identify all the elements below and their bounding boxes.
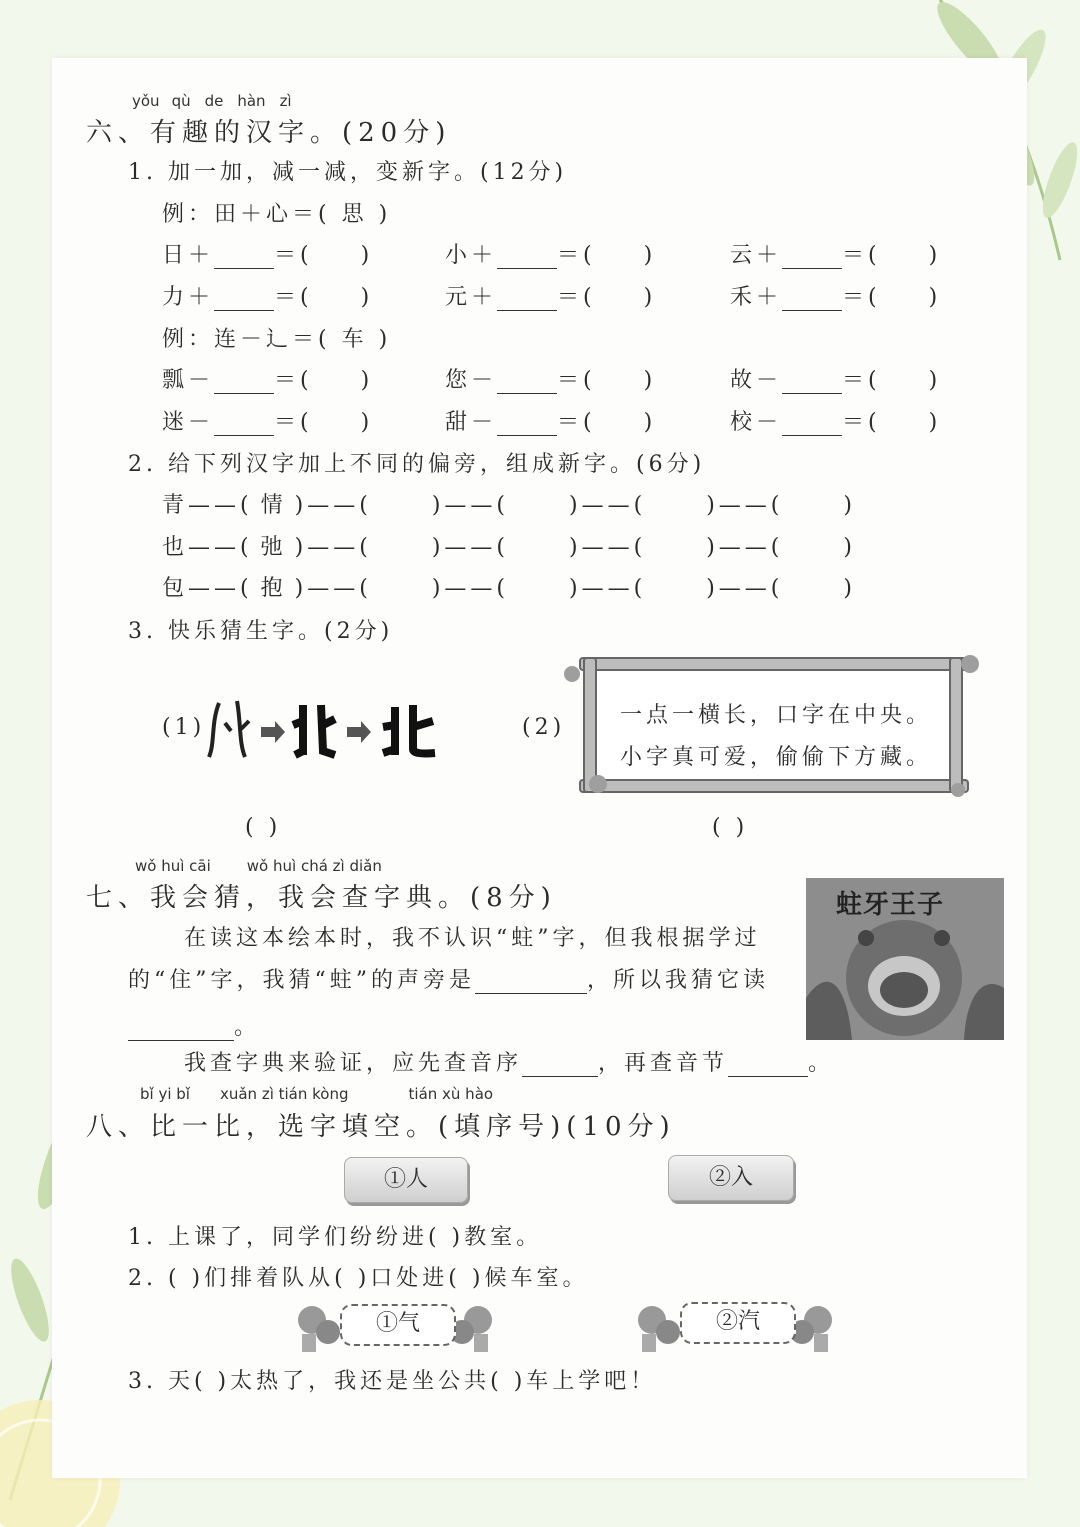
s6-q1-example2: 例：连－辶＝( 车 ) bbox=[162, 327, 392, 352]
answer-blank[interactable] bbox=[782, 246, 842, 269]
s7-line1: 在读这本绘本时，我不认识“蛀”字，但我根据学过 bbox=[184, 926, 761, 951]
answer-blank[interactable] bbox=[782, 288, 842, 311]
s6-add-row-2: 力＋ ＝( ) bbox=[162, 285, 374, 310]
answer-blank[interactable] bbox=[497, 288, 557, 311]
s6-sub-row-1c: 故－ ＝( ) bbox=[730, 368, 942, 393]
s6-pinyin: yǒu qù de hàn zì bbox=[132, 92, 292, 110]
answer-blank[interactable] bbox=[497, 371, 557, 394]
s6-q2-row: 也——( 弛 )——( )——( )——( )——( ) bbox=[162, 535, 856, 560]
answer-blank[interactable] bbox=[214, 413, 274, 436]
answer-blank[interactable] bbox=[497, 413, 557, 436]
s7-line4: 我查字典来验证，应先查音序 ，再查音节 。 bbox=[184, 1051, 835, 1076]
s6-sub-row-1: 瓢－ ＝( ) bbox=[162, 368, 374, 393]
option-cloud-qi-steam: ②汽 bbox=[680, 1302, 796, 1344]
s7-pinyin: wǒ huì cāi wǒ huì chá zì diǎn bbox=[135, 857, 382, 875]
s8-title: 八、比一比，选字填空。(填序号)(10分) bbox=[86, 1112, 676, 1142]
arrow-icon bbox=[261, 721, 285, 743]
answer-blank[interactable] bbox=[728, 1054, 808, 1077]
s8-q3: 3. 天( )太热了，我还是坐公共( )车上学吧！ bbox=[128, 1369, 657, 1394]
s6-sub-row-2c: 校－ ＝( ) bbox=[730, 410, 942, 435]
s6-add-row-2b: 元＋ ＝( ) bbox=[445, 285, 657, 310]
s8-pinyin: bǐ yi bǐ xuǎn zì tián kòng tián xù hào bbox=[140, 1085, 494, 1103]
answer-blank[interactable] bbox=[214, 246, 274, 269]
arrow-icon bbox=[347, 721, 371, 743]
s6-q3-p2-label: (2) bbox=[522, 715, 566, 740]
s6-q3-p1-label: (1) bbox=[162, 715, 206, 740]
answer-blank[interactable] bbox=[214, 371, 274, 394]
option-tag-ru: ②入 bbox=[668, 1155, 794, 1201]
s8-q1: 1. 上课了，同学们纷纷进( )教室。 bbox=[128, 1225, 543, 1250]
s7-title: 七、我会猜，我会查字典。(8分) bbox=[86, 883, 557, 913]
s7-line2: 的“住”字，我猜“蛀”的声旁是 ，所以我猜它读 bbox=[128, 968, 770, 993]
s6-q2-row: 包——( 抱 )——( )——( )——( )——( ) bbox=[162, 576, 856, 601]
answer-blank[interactable] bbox=[128, 1018, 234, 1041]
answer-blank[interactable] bbox=[782, 371, 842, 394]
answer-blank[interactable] bbox=[782, 413, 842, 436]
option-tag-ren: ①人 bbox=[344, 1157, 468, 1203]
s6-sub-row-1b: 您－ ＝( ) bbox=[445, 368, 657, 393]
s6-q3-title: 3. 快乐猜生字。(2分) bbox=[128, 619, 394, 644]
s6-sub-row-2: 迷－ ＝( ) bbox=[162, 410, 374, 435]
character-evolution-graphic bbox=[205, 695, 445, 765]
s8-q2: 2. ( )们排着队从( )口处进( )候车室。 bbox=[128, 1266, 589, 1291]
s6-q2-row: 青——( 情 )——( )——( )——( )——( ) bbox=[162, 493, 856, 518]
book-cover-title: 蛀牙王子 bbox=[836, 890, 945, 920]
s6-q3-p1-answer[interactable]: ( ) bbox=[245, 815, 282, 840]
s6-sub-row-2b: 甜－ ＝( ) bbox=[445, 410, 657, 435]
s6-add-row-1b: 小＋ ＝( ) bbox=[445, 243, 657, 268]
answer-blank[interactable] bbox=[497, 246, 557, 269]
option-cloud-qi: ①气 bbox=[340, 1304, 456, 1346]
riddle-line-1: 一点一横长，口字在中央。 bbox=[620, 703, 933, 728]
s6-add-row-1: 日＋ ＝( ) bbox=[162, 243, 374, 268]
s6-add-row-2c: 禾＋ ＝( ) bbox=[730, 285, 942, 310]
answer-blank[interactable] bbox=[522, 1054, 598, 1077]
s6-q3-p2-answer[interactable]: ( ) bbox=[712, 815, 749, 840]
s7-line3: 。 bbox=[128, 1010, 260, 1041]
s6-add-row-1c: 云＋ ＝( ) bbox=[730, 243, 942, 268]
s6-q2-title: 2. 给下列汉字加上不同的偏旁，组成新字。(6分) bbox=[128, 452, 706, 477]
answer-blank[interactable] bbox=[475, 971, 587, 994]
s6-q1-title: 1. 加一加，减一减，变新字。(12分) bbox=[128, 160, 568, 185]
s6-q1-example1: 例：田＋心＝( 思 ) bbox=[162, 202, 392, 227]
answer-blank[interactable] bbox=[214, 288, 274, 311]
s6-title: 六、有趣的汉字。(20分) bbox=[86, 118, 452, 148]
riddle-line-2: 小字真可爱，偷偷下方藏。 bbox=[620, 745, 933, 770]
